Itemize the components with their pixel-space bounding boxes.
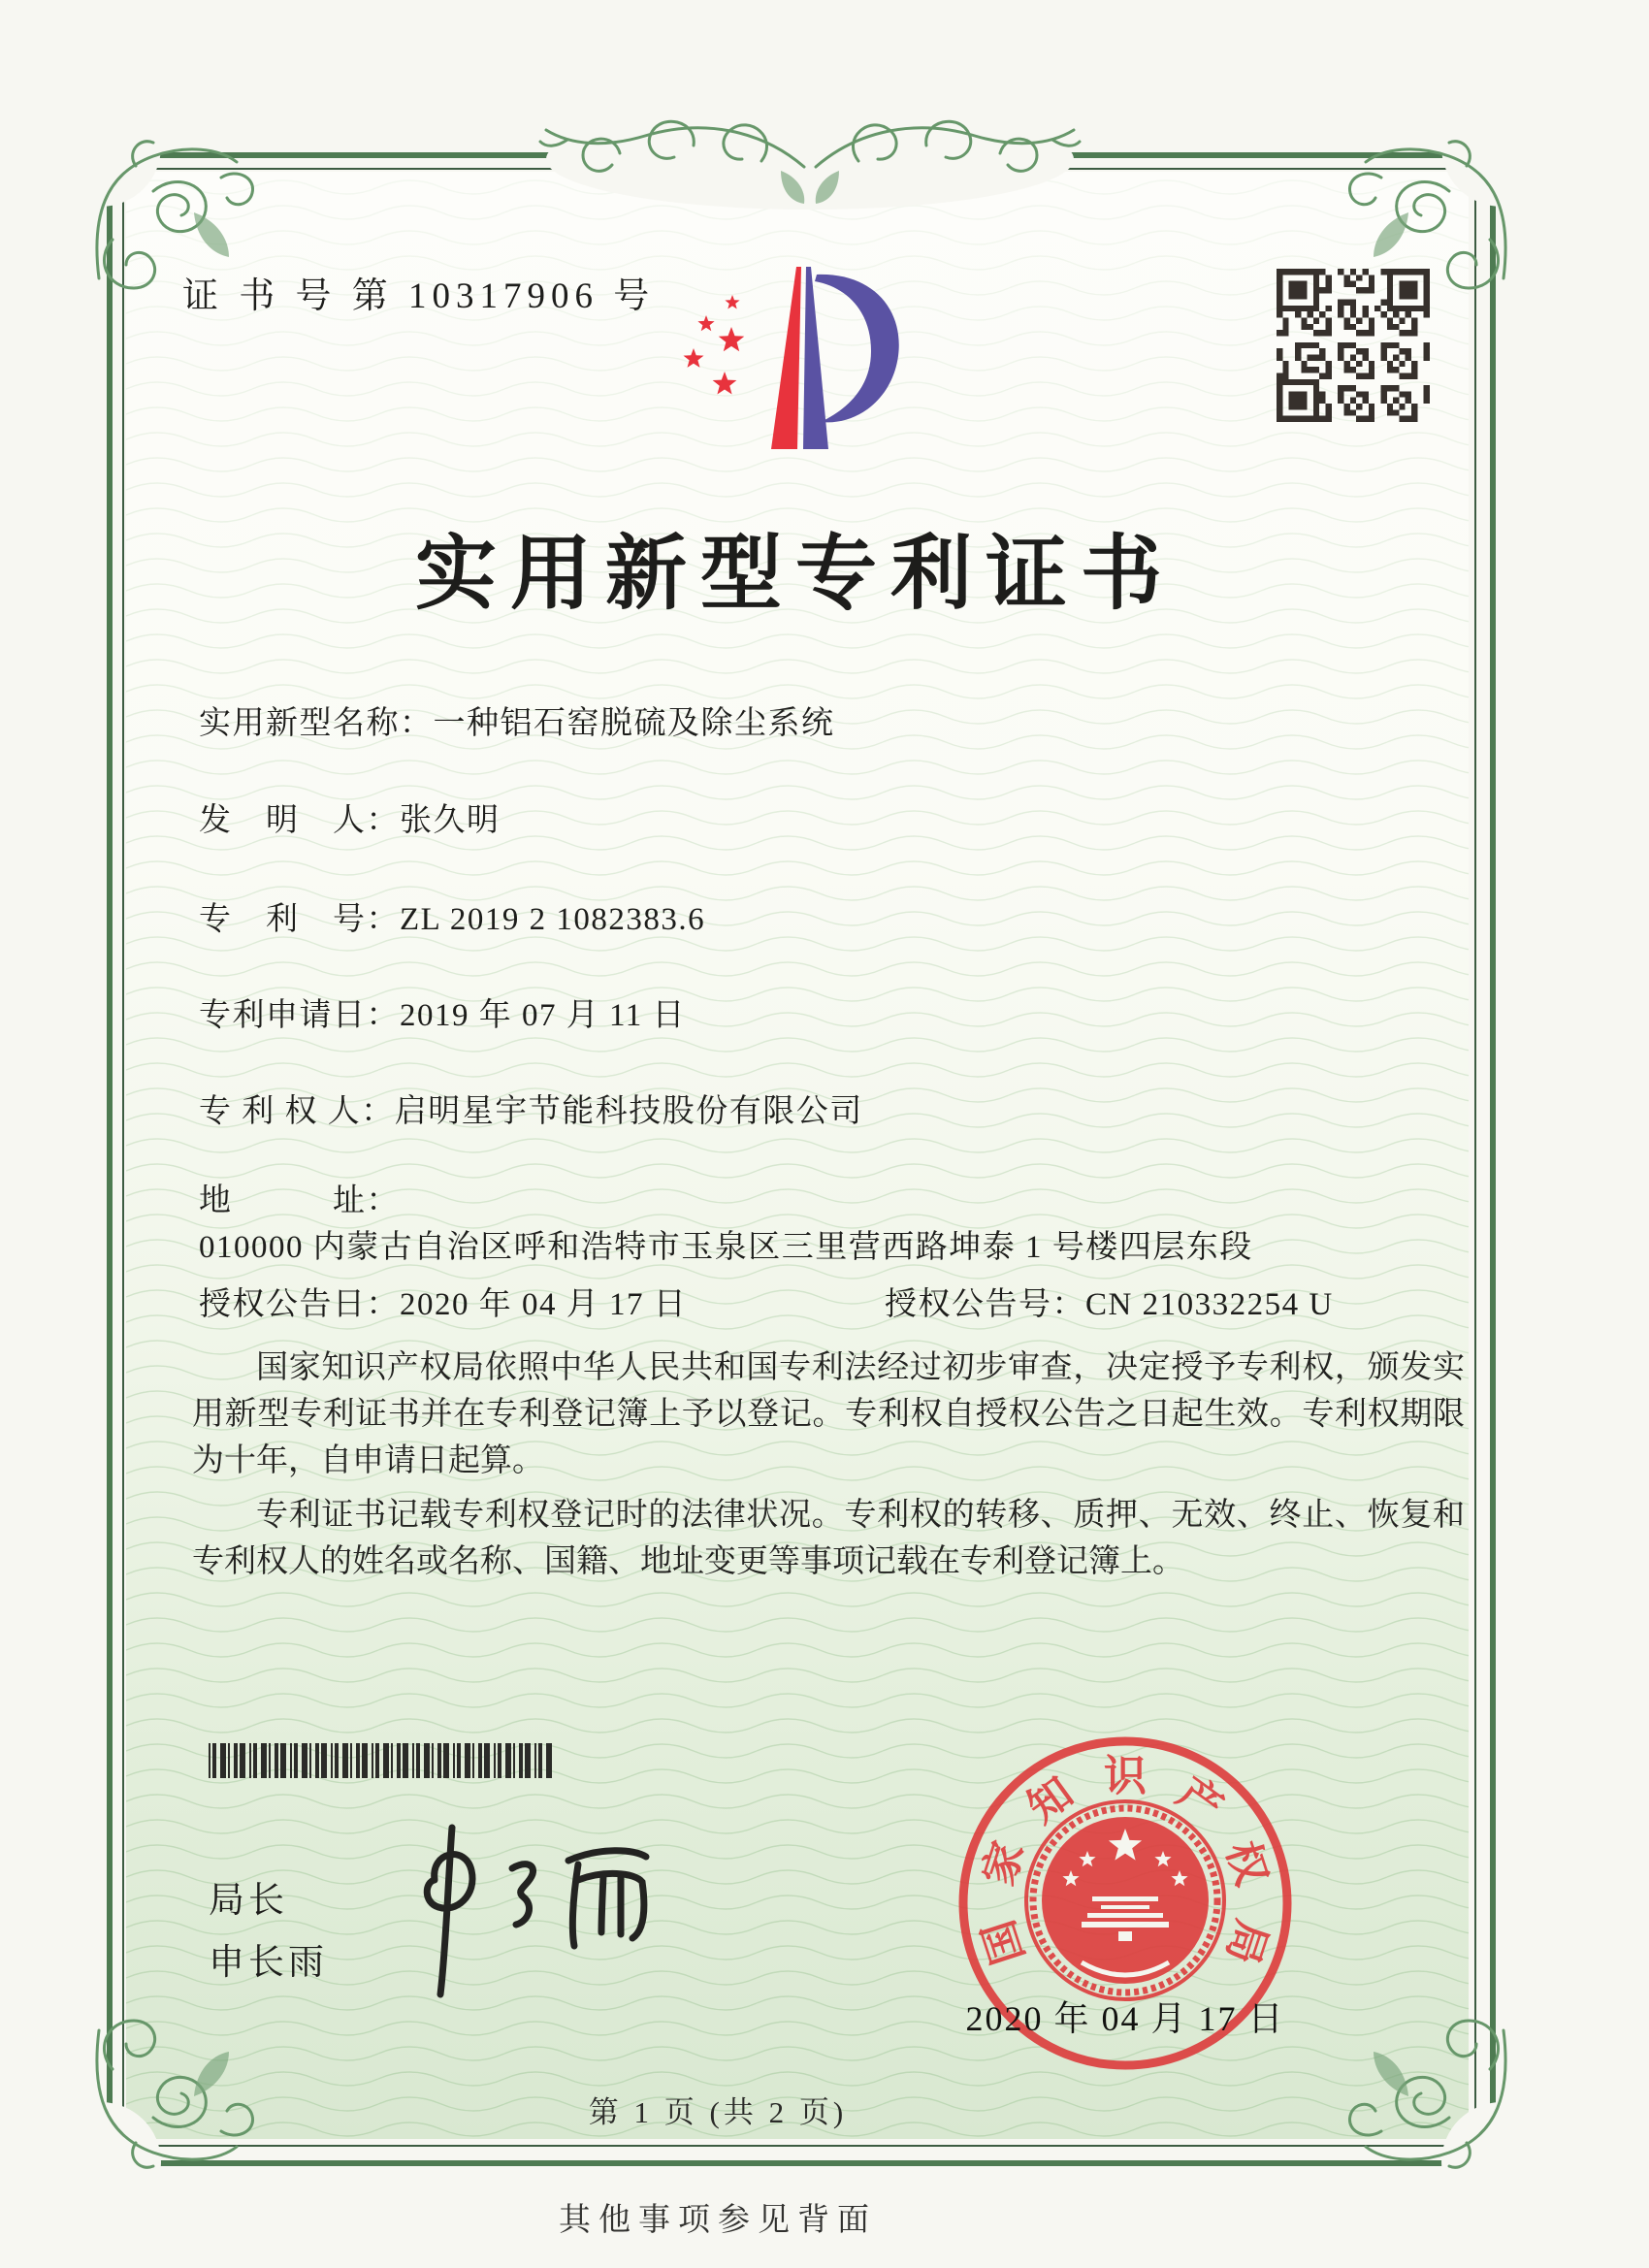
qr-code-icon: [1277, 269, 1430, 422]
grant-number-value: CN 210332254 U: [1085, 1287, 1334, 1322]
legal-paragraph: 专利证书记载专利权登记时的法律状况。专利权的转移、质押、无效、终止、恢复和专利权人的姓名或名称、国籍、地址变更等事项记载在专利登记簿上。: [192, 1498, 1465, 1579]
field-label: 专利申请日：: [199, 998, 400, 1033]
svg-text:知: 知: [1018, 1768, 1083, 1832]
page-number: 第 1 页 (共 2 页): [588, 2095, 848, 2129]
field-label: 专 利 权 人：: [199, 1094, 395, 1129]
field-label: 发 明 人：: [199, 803, 400, 838]
legal-paragraph: 国家知识产权局依照中华人民共和国专利法经过初步审查，决定授予专利权，颁发实用新型专利证书并在专利登记簿上予以登记。专利权自授权公告之日起生效。专利权期限为十年，自申请日起算。: [192, 1350, 1465, 1478]
svg-text:产: 产: [1168, 1768, 1232, 1832]
svg-text:识: 识: [1104, 1752, 1147, 1800]
field-value: 一种铝石窑脱硫及除尘系统: [433, 706, 835, 741]
grant-date-value: 2020 年 04 月 17 日: [400, 1287, 688, 1322]
grant-date-group: [199, 1279, 687, 1324]
svg-text:权: 权: [1216, 1835, 1277, 1892]
field-row-patentee: [199, 1088, 863, 1135]
field-value: 启明星宇节能科技股份有限公司: [394, 1094, 863, 1129]
field-value: 张久明: [400, 803, 501, 838]
field-row-inventor: [199, 797, 501, 844]
director-signature-icon: [388, 1820, 660, 2004]
field-label: 专 利 号：: [199, 902, 400, 937]
svg-text:家: 家: [974, 1835, 1034, 1892]
field-row-utility-model-name: [199, 700, 835, 747]
director-name: 申长雨: [209, 1943, 328, 1983]
seal-date: 2020 年 04 月 17 日: [965, 1999, 1285, 2038]
field-value: 010000 内蒙古自治区呼和浩特市玉泉区三里营西路坤泰 1 号楼四层东段: [199, 1230, 1253, 1265]
field-label: 实用新型名称：: [199, 706, 434, 741]
field-value: ZL 2019 2 1082383.6: [400, 902, 706, 937]
field-row-address: [199, 1178, 1479, 1271]
svg-text:国: 国: [974, 1914, 1034, 1970]
grant-number-label: 授权公告号：: [885, 1287, 1085, 1322]
back-note: 其他事项参见背面: [559, 2203, 877, 2238]
certificate-number: 证 书 号 第 10317906 号: [182, 276, 656, 316]
top-dragon-ornament-icon: [538, 103, 1082, 215]
svg-text:局: 局: [1216, 1914, 1277, 1970]
field-value: 2019 年 07 月 11 日: [400, 998, 687, 1033]
director-title: 局长: [209, 1881, 288, 1921]
grant-date-label: 授权公告日：: [199, 1287, 400, 1322]
grant-number-group: [885, 1279, 1334, 1324]
field-label: 地 址：: [199, 1183, 400, 1218]
cnipa-patent-logo-icon: [679, 255, 917, 459]
field-row-patent-number: [199, 896, 705, 943]
barcode-icon: [209, 1743, 554, 1778]
certificate-title: 实用新型专利证书: [414, 530, 1176, 620]
field-row-filing-date: [199, 992, 686, 1039]
